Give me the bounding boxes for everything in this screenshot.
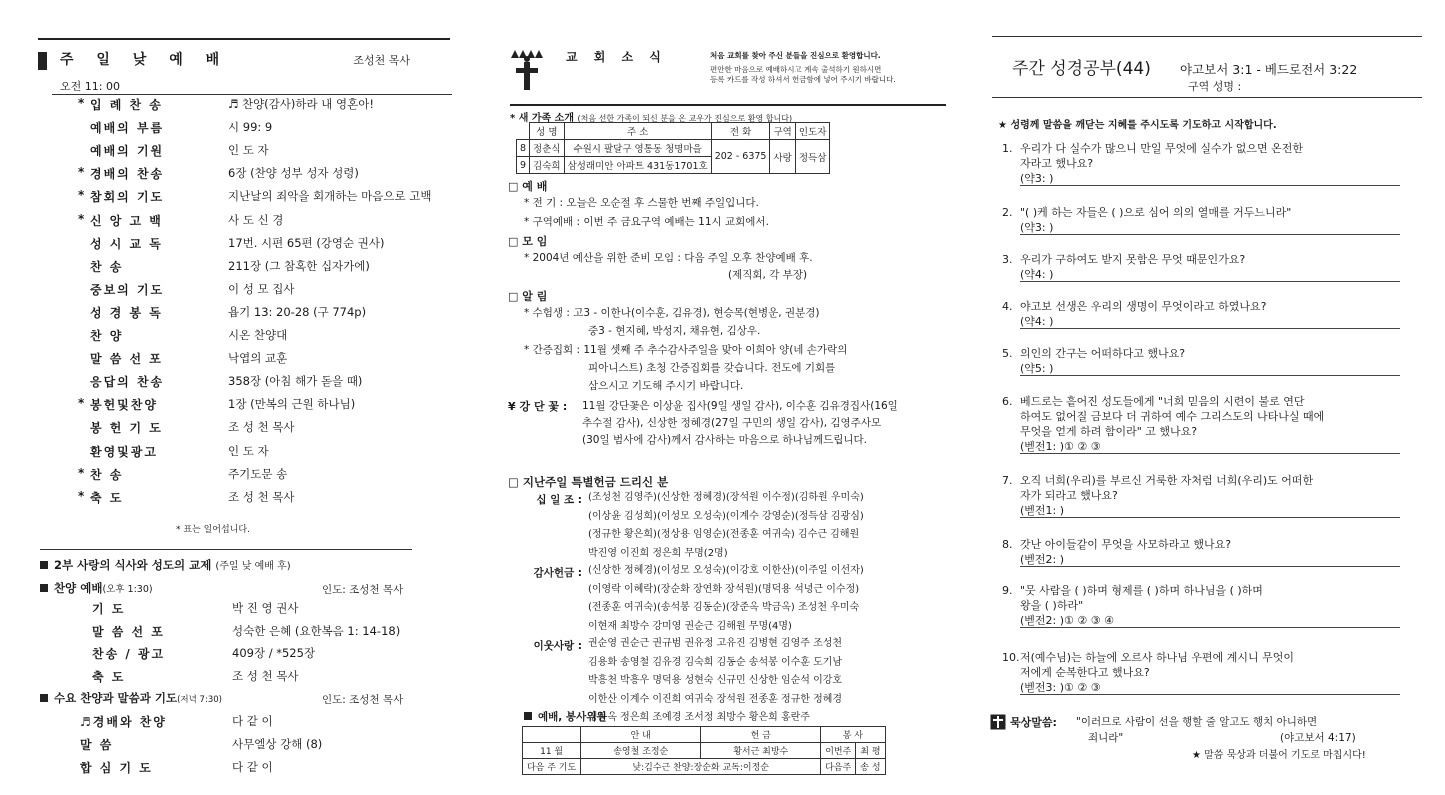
table-cell: 사랑 (770, 140, 795, 174)
answer-line: (약4: ) (1020, 267, 1400, 282)
table-cell: 다음 주 기도 (523, 759, 581, 775)
cross-book-icon (990, 714, 1006, 730)
order-name: 말 씀 선 포 (90, 352, 163, 367)
worship-title: 주 일 낮 예 배 (60, 52, 229, 68)
name-line: (조성천 김영주)(신상한 정혜경)(장석원 이수정)(김하원 우미숙) (588, 492, 864, 503)
wednesday-leader: 인도: 조성천 목사 (322, 694, 404, 706)
worship-note-2: * 구역예배 : 이번 주 금요구역 예배는 11시 교회에서. (524, 216, 769, 228)
table-cell: 다음주 (821, 759, 856, 775)
name-line: 박진영 이진희 정은희 무명(2명) (588, 547, 728, 559)
praise-row (92, 600, 442, 622)
order-value: 6장 (찬양 성부 성자 성령) (228, 166, 359, 181)
table-cell: 수원시 팔달구 영통동 청명마을 (564, 140, 711, 157)
table-cell: 202 - 6375 (711, 140, 770, 174)
order-star: * (78, 188, 85, 203)
question-text: 우리가 구하여도 받지 못함은 무엇 때문인가요? (1020, 253, 1246, 266)
worship-note-1: * 전 기 : 오늘은 오순절 후 스물한 번째 주일입니다. (524, 197, 759, 209)
thanks-label: 감사헌금 : (533, 567, 582, 579)
question-text: 저에게 순복한다고 했나요? (1020, 666, 1150, 679)
name-line: 권순영 권순근 권규범 권유정 고유진 김병현 김영주 조성천 (588, 638, 843, 649)
question-number: 10. (1002, 651, 1020, 664)
wednesday-value: 다 같 이 (232, 714, 273, 728)
wednesday-name: 말 씀 (80, 738, 114, 752)
study-title: 주간 성경공부(44) (1012, 59, 1151, 79)
wednesday-heading: 수요 찬양과 말씀과 기도(저녁 7:30) (40, 690, 222, 706)
question-item (1002, 394, 1422, 454)
order-row (78, 119, 458, 142)
question-number: 3. (1002, 253, 1013, 266)
part2-heading: 2부 사랑의 식사와 성도의 교제 (주일 낮 예배 후) (40, 557, 291, 573)
meditation-line-2: 죄니라" (1088, 732, 1124, 744)
church-news-panel (470, 0, 960, 795)
worship-header (38, 38, 450, 72)
news-title: 교 회 소 식 (566, 50, 667, 64)
question-text: 왕을 ( )하라" (1020, 599, 1084, 612)
question-item (1002, 346, 1422, 376)
order-name: 찬 송 (90, 259, 124, 274)
praise-name: 기 도 (92, 602, 126, 616)
meeting-note-1: * 2004년 예산을 위한 준비 모임 : 다음 주일 오후 찬양예배 후. (524, 252, 813, 264)
order-row (78, 281, 458, 304)
meditation-label: 묵상말씀: (1010, 716, 1057, 729)
name-line: 이한산 이계수 이진희 여귀숙 장석원 전종훈 정규한 정혜경 (588, 693, 843, 705)
answer-line: (벧전1: )① ② ③ (1020, 439, 1400, 454)
question-number: 8. (1002, 538, 1013, 551)
bullet-square-icon (524, 712, 532, 720)
neighbor-names (588, 635, 842, 728)
praise-value: 박 진 영 권사 (232, 601, 299, 615)
order-value: 17번. 시편 65편 (강영순 권사) (228, 235, 385, 250)
table-header: 전 화 (711, 123, 770, 140)
question-text: 오직 너희(우리)를 부르신 거룩한 자처럼 너희(우리)도 어떠한 (1020, 474, 1314, 487)
order-name: 찬 송 (90, 467, 124, 482)
name-line: 박흥천 박흥우 명덕용 성현숙 신규민 신상한 임순석 이강호 (588, 675, 843, 686)
question-text: 무엇을 얻게 하려 함이라" 고 했나요? (1020, 425, 1198, 438)
wednesday-name: 합 심 기 도 (80, 761, 153, 775)
study-range: 야고보서 3:1 - 베드로전서 3:22 (1180, 62, 1358, 77)
service-table (522, 726, 886, 775)
table-header: 성 명 (530, 123, 565, 140)
answer-line: (벧전1: ) (1020, 503, 1400, 518)
answer-line: (벧전2: ) (1020, 552, 1400, 567)
preacher-name: 조성천 목사 (353, 54, 410, 67)
wednesday-row (80, 713, 430, 735)
answer-line: (약3: ) (1020, 220, 1400, 235)
order-row (78, 443, 458, 466)
question-number: 5. (1002, 347, 1013, 360)
notice-line: 중3 - 현지혜, 박성지, 채유현, 김상우. (588, 325, 761, 337)
answer-line: (약3: ) (1020, 171, 1400, 186)
table-cell: 낮:김수근 찬양:장순화 교독:이정순 (581, 759, 821, 775)
question-text: 우리가 다 실수가 많으니 만일 무엇에 실수가 없으면 온전한 (1020, 142, 1303, 155)
question-number: 9. (1002, 584, 1013, 597)
wednesday-name: ♬경배와 찬양 (80, 715, 167, 729)
order-star: * (78, 488, 85, 503)
order-value: 주기도문 송 (228, 466, 288, 481)
table-row (523, 743, 886, 759)
name-line: 김용화 송영철 김유경 김숙희 김동순 송석봉 이수훈 도기남 (588, 656, 843, 668)
question-item (1002, 583, 1422, 628)
order-name: 축 도 (90, 490, 124, 505)
table-header: 구역 (770, 123, 795, 140)
praise-name: 축 도 (92, 669, 126, 684)
new-family-heading: * 새 가족 소개 (처음 선한 가족이 되신 분을 온 교우가 진심으로 환영 합니다) (510, 113, 793, 124)
study-intro: ★ 성령께 말씀을 깨닫는 지혜를 주시도록 기도하고 시작합니다. (998, 120, 1277, 131)
question-item (1002, 473, 1422, 518)
question-item (1002, 141, 1422, 186)
order-value: 이 성 모 집사 (228, 281, 295, 296)
flower-heading: ¥ 강 단 꽃 : (508, 400, 568, 413)
question-text: 의인의 간구는 어떠하다고 했나요? (1020, 347, 1186, 360)
question-number: 2. (1002, 206, 1013, 219)
order-row (78, 235, 458, 258)
notice-line: * 수험생 : 고3 - 이한나(이수훈, 김유경), 현승목(현병운, 권분경) (524, 307, 820, 319)
closing-note: ★ 말씀 묵상과 더불어 기도로 마칩시다! (1192, 750, 1366, 761)
table-header: 인도자 (795, 123, 830, 140)
welcome-line-3: 등록 카드를 작성 하셔서 헌금함에 넣어 주시기 바랍니다. (710, 75, 896, 84)
order-row (78, 489, 458, 512)
praise-heading: 찬양 예배(오후 1:30) (40, 580, 153, 596)
praise-name: 말 씀 선 포 (92, 624, 165, 639)
meditation-ref: (야고보서 4:17) (1280, 732, 1356, 744)
table-cell: 최 평 (856, 743, 885, 759)
table-cell: 정춘식 (530, 140, 565, 157)
table-row (523, 759, 886, 775)
flower-line: 추수절 감사), 신상한 정혜경(27일 구민의 생일 감사), 김영주사모 (582, 417, 882, 429)
bullet-square-icon (40, 561, 48, 569)
order-row (78, 396, 458, 419)
order-value: ♬ 찬양(감사)하라 내 영혼아! (228, 97, 374, 111)
order-value: 인 도 자 (228, 143, 269, 158)
header-bar (38, 52, 47, 70)
order-star: * (78, 465, 85, 480)
answer-line: (벧전2: )① ② ③ ④ (1020, 613, 1400, 628)
meditation-line-1: "이러므로 사람이 선을 행할 줄 알고도 행치 아니하면 (1076, 716, 1318, 728)
table-header: 안 내 (581, 727, 701, 743)
question-text: "뭇 사람을 ( )하며 형제를 ( )하며 하나님을 ( )하며 (1020, 584, 1263, 597)
order-row (78, 258, 458, 281)
bullet-square-icon (40, 694, 48, 702)
table-cell: 삼성래미안 아파트 431동1701호 (564, 157, 711, 174)
table-cell: 8 (517, 140, 530, 157)
divider (40, 549, 412, 550)
service-heading: 예배, 봉사위원 (524, 709, 607, 724)
praise-row (92, 645, 442, 667)
order-name: 응답의 찬송 (90, 375, 165, 390)
wednesday-row (80, 759, 430, 781)
order-value: 1장 (만복의 근원 하나님) (228, 397, 356, 412)
divider (510, 104, 946, 106)
question-text: 하여도 없어질 금보다 더 귀하여 예수 그리스도의 나타나실 때에 (1020, 410, 1325, 423)
order-name: 봉헌및찬양 (90, 398, 158, 413)
order-value: 사 도 신 경 (228, 212, 284, 227)
notice-line: * 간증집회 : 11월 셋째 주 추수감사주일을 맞아 이희아 양(네 손가락의 (524, 344, 848, 356)
order-name: 환영및광고 (90, 444, 158, 459)
order-star: * (78, 211, 85, 226)
flower-line: (30일 범사에 감사)께서 감사하는 마음으로 하나님께드립니다. (582, 434, 868, 446)
order-value: 시 99: 9 (228, 120, 273, 135)
order-star: * (78, 165, 85, 180)
praise-row (92, 668, 442, 690)
order-row (78, 327, 458, 350)
order-star: * (78, 396, 85, 411)
order-name: 경배의 찬송 (90, 167, 165, 182)
order-name: 찬 양 (90, 329, 124, 343)
order-row (78, 188, 458, 211)
flower-line: 11월 강단꽃은 이상윤 집사(9일 생일 감사), 이수훈 김유경집사(16일 (582, 400, 898, 412)
order-value: 조 성 천 목사 (228, 420, 295, 435)
tithe-names (588, 489, 864, 563)
table-cell: 9 (517, 157, 530, 174)
praise-value: 409장 / *525장 (232, 646, 316, 660)
table-cell: 김숙희 (530, 157, 565, 174)
meeting-section-heading: □ 모 임 (508, 235, 548, 248)
worship-section-heading: □ 예 배 (508, 180, 548, 193)
table-header (523, 727, 581, 743)
name-line: (이상윤 김성희)(이성모 오성숙)(이계수 강영순)(정득삼 김광심) (588, 510, 864, 522)
order-name: 예배의 부름 (90, 121, 165, 136)
question-item (1002, 299, 1422, 329)
question-text: 저(예수님)는 하늘에 오르사 하나님 우편에 계시니 무엇이 (1020, 651, 1294, 664)
order-value: 358장 (아침 해가 돋을 때) (228, 374, 363, 389)
name-line: 정동옥 정은희 조예경 조서정 최방수 황은희 홍란주 (588, 712, 810, 723)
welcome-line-1: 처음 교회를 찾아 주신 분들을 진심으로 환영합니다. (710, 51, 881, 60)
order-row (78, 350, 458, 373)
church-logo-icon (508, 44, 546, 94)
order-name: 성 경 봉 독 (90, 305, 163, 320)
table-row (517, 140, 830, 157)
praise-name: 찬송 / 광고 (92, 647, 166, 661)
wednesday-row (80, 736, 430, 758)
question-text: 자가 되라고 했나요? (1020, 489, 1118, 502)
notice-line: 삼으시고 기도해 주시기 바랍니다. (588, 380, 744, 392)
answer-line: (약4: ) (1020, 314, 1400, 329)
table-header: 주 소 (564, 123, 711, 140)
wednesday-value: 사무엘상 강해 (8) (232, 737, 323, 751)
notice-line: 피아니스트) 초청 간증집회를 갖습니다. 전도에 기회를 (588, 362, 836, 374)
neighbor-label: 이웃사랑 : (533, 640, 582, 652)
order-star: * (78, 96, 85, 110)
order-name: 신 앙 고 백 (90, 213, 163, 228)
table-header-row (523, 727, 886, 743)
question-number: 4. (1002, 300, 1013, 313)
praise-value: 성숙한 은혜 (요한복음 1: 14-18) (232, 623, 401, 638)
order-row (78, 142, 458, 165)
order-row (78, 304, 458, 327)
question-number: 6. (1002, 395, 1013, 408)
question-item (1002, 252, 1422, 282)
order-row (78, 373, 458, 396)
order-name: 성 시 교 독 (90, 236, 163, 251)
table-cell: 11 월 (523, 743, 581, 759)
bullet-square-icon (40, 584, 48, 592)
order-value: 인 도 자 (228, 443, 269, 458)
table-cell: 정득삼 (795, 140, 830, 174)
footnote: * 표는 일어섭니다. (176, 525, 250, 535)
notice-section-heading: □ 알 림 (508, 290, 548, 303)
order-row (78, 466, 458, 489)
sunday-worship-panel (0, 0, 470, 795)
order-name: 봉 헌 기 도 (90, 421, 163, 436)
table-header: 봉 사 (821, 727, 885, 743)
order-row (78, 96, 458, 119)
name-line: (전종훈 여귀숙)(송석봉 김동순)(장준옥 박금옥) 조성천 우미숙 (588, 602, 860, 613)
divider (52, 94, 452, 95)
table-header-row (517, 123, 830, 140)
name-line: (신상한 정혜경)(이성모 오성숙)(이강호 이한산)(이주일 이선자) (588, 565, 864, 576)
name-line: (이영락 이혜락)(장순화 장연화 장석원)(명덕용 석녕근 이수정) (588, 583, 860, 595)
order-name: 중보의 기도 (90, 282, 165, 297)
order-name: 예배의 기원 (90, 144, 165, 159)
table-cell: 황서근 최방수 (701, 743, 821, 759)
question-item (1002, 205, 1422, 235)
study-sub: 구역 성명 : (1188, 80, 1242, 93)
wednesday-value: 다 같 이 (232, 760, 273, 774)
table-cell: 송영철 조정순 (581, 743, 701, 759)
name-line: (정규한 황은희)(정상용 임영순)(전종훈 여귀숙) 김수근 김해원 (588, 529, 860, 540)
meeting-note-2: (제직회, 각 부장) (728, 269, 808, 281)
order-name: 참회의 기도 (90, 190, 165, 205)
bible-study-panel (960, 0, 1445, 795)
question-text: 야고보 선생은 우리의 생명이 무엇이라고 하였나요? (1020, 300, 1267, 313)
table-cell: 송 성 (856, 759, 885, 775)
order-name: 입 례 찬 송 (90, 98, 163, 112)
question-text: 갓난 아이들같이 무엇을 사모하라고 했나요? (1020, 538, 1232, 551)
question-item (1002, 650, 1422, 695)
offering-heading: □ 지난주일 특별헌금 드리신 분 (508, 475, 669, 489)
order-value: 시온 찬양대 (228, 328, 288, 342)
question-text: 자라고 했나요? (1020, 157, 1094, 170)
question-text: 베드로는 흩어진 성도들에게 "너희 믿음의 시련이 불로 연단 (1020, 395, 1305, 408)
thanks-names (588, 562, 864, 636)
welcome-line-2: 편안한 마음으로 예배하시고 계속 출석하기 원하시면 (710, 65, 882, 74)
order-value: 조 성 천 목사 (228, 489, 295, 504)
order-value: 211장 (그 참혹한 십자가에) (228, 258, 370, 273)
new-family-table (516, 122, 830, 174)
table-header: 헌 금 (701, 727, 821, 743)
name-line: 이현재 최방수 강미영 권순근 김해원 무명(4명) (588, 620, 792, 632)
table-cell: 이번주 (821, 743, 856, 759)
order-value: 낙엽의 교훈 (228, 351, 288, 366)
question-item (1002, 537, 1422, 567)
question-number: 7. (1002, 474, 1013, 487)
order-row (78, 212, 458, 235)
question-text: "( )케 하는 자들은 ( )으로 심어 의의 열매를 거두느니라" (1020, 206, 1292, 219)
order-row (78, 165, 458, 188)
praise-row (92, 623, 442, 645)
praise-value: 조 성 천 목사 (232, 668, 299, 683)
praise-leader: 인도: 조성천 목사 (322, 584, 404, 596)
answer-line: (약5: ) (1020, 361, 1400, 376)
order-value: 욥기 13: 20-28 (구 774p) (228, 304, 367, 319)
order-value: 지난날의 죄악을 회개하는 마음으로 고백 (228, 189, 432, 204)
tithe-label: 십 일 조 : (536, 494, 582, 506)
worship-time: 오전 11: 00 (60, 80, 120, 93)
order-row (78, 419, 458, 442)
question-number: 1. (1002, 142, 1013, 155)
answer-line: (벧전3: )① ② ③ (1020, 680, 1400, 695)
